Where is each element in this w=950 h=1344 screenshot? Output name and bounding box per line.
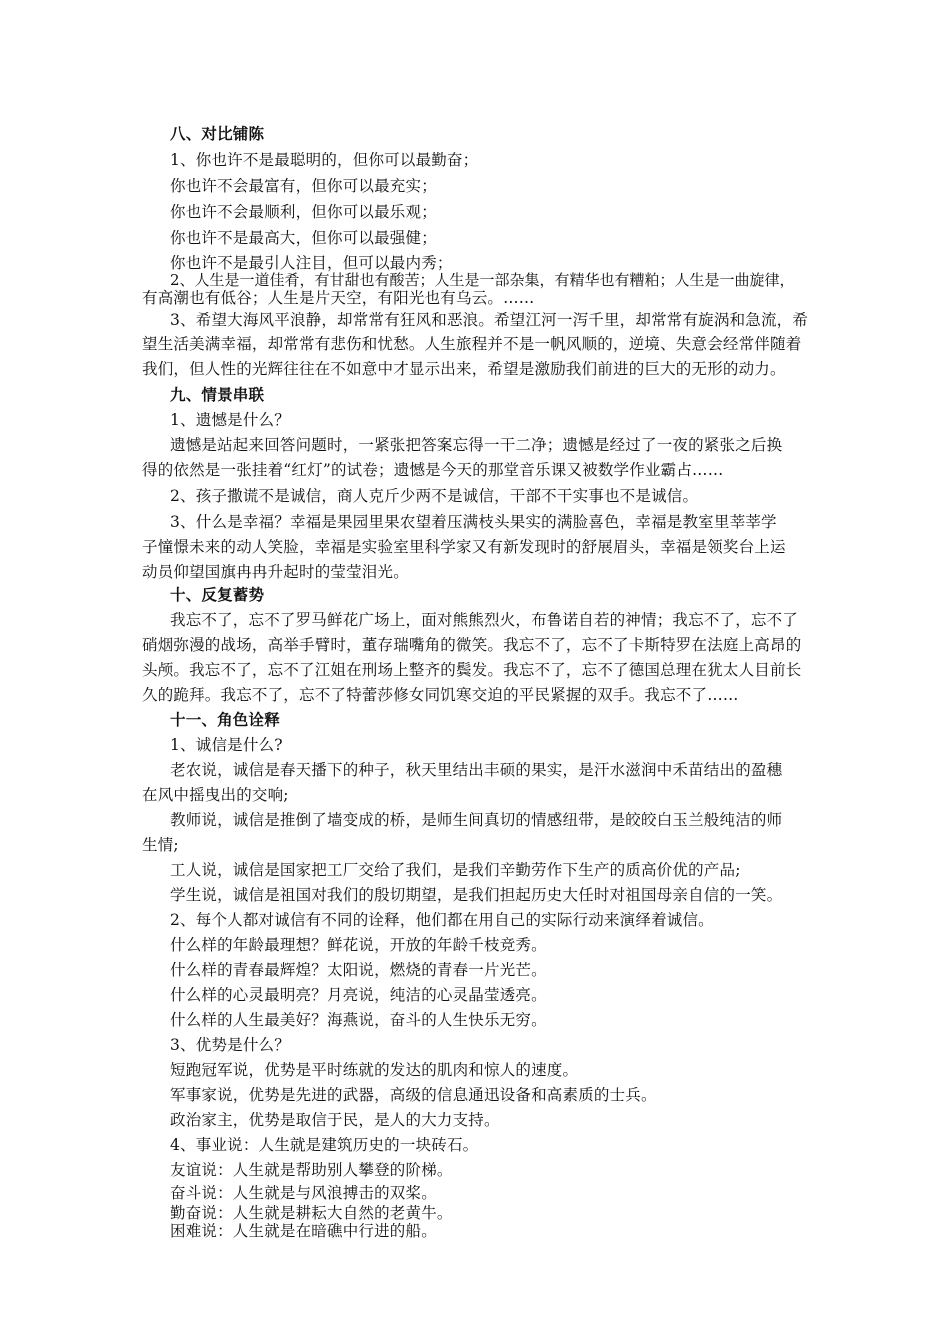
text-line: 子憧憬未来的动人笑脸，幸福是实验室里科学家又有新发现时的舒展眉头，幸福是领奖台上运 xyxy=(142,538,786,556)
text-line: 3、优势是什么？ xyxy=(170,1036,290,1054)
text-line: 我忘不了，忘不了罗马鲜花广场上，面对熊熊烈火，布鲁诺自若的神情；我忘不了，忘不了 xyxy=(170,611,799,629)
text-line: 头颅。我忘不了，忘不了江姐在刑场上整齐的鬓发。我忘不了，忘不了德国总理在犹太人目前长 xyxy=(142,661,802,679)
text-line: 2、孩子撒谎不是诚信，商人克斤少两不是诚信，干部不干实事也不是诚信。 xyxy=(170,487,699,505)
text-line: 你也许不是最引人注目，但可以最内秀； xyxy=(170,254,453,272)
text-line: 遗憾是站起来回答问题时，一紧张把答案忘得一干二净；遗憾是经过了一夜的紧张之后换 xyxy=(170,436,783,454)
text-line: 硝烟弥漫的战场，高举手臂时，董存瑞嘴角的微笑。我忘不了，忘不了卡斯特罗在法庭上高昂的 xyxy=(142,636,802,654)
section-heading-8: 八、对比铺陈 xyxy=(170,124,265,143)
text-line: 工人说，诚信是国家把工厂交给了我们，是我们辛勤劳作下生产的质高价优的产品; xyxy=(170,861,741,879)
text-line: 3、什么是幸福？幸福是果园里果农望着压满枝头果实的满脸喜色，幸福是教室里莘莘学 xyxy=(170,513,777,531)
text-line: 你也许不会最富有，但你可以最充实； xyxy=(170,177,437,195)
text-line: 军事家说，优势是先进的武器，高级的信息通迅设备和高素质的士兵。 xyxy=(170,1086,657,1104)
section-heading-10: 十、反复蓄势 xyxy=(170,585,265,604)
text-line: 3、希望大海风平浪静，却常常有狂风和恶浪。希望江河一泻千里，却常常有旋涡和急流，希 xyxy=(170,311,809,329)
text-line: 老农说，诚信是春天播下的种子，秋天里结出丰硕的果实，是汗水滋润中禾苗结出的盈穗 xyxy=(170,761,783,779)
text-line: 1、遗憾是什么？ xyxy=(170,411,290,429)
text-line: 2、人生是一道佳肴，有甘甜也有酸苦；人生是一部杂集，有精华也有糟粕；人生是一曲旋律， xyxy=(170,271,795,289)
text-line: 在风中摇曳出的交响; xyxy=(142,786,289,804)
text-line: 政治家主，优势是取信于民，是人的大力支持。 xyxy=(170,1111,500,1129)
text-line: 学生说，诚信是祖国对我们的殷切期望，是我们担起历史大任时对祖国母亲自信的一笑。 xyxy=(170,886,783,904)
text-line: 生情; xyxy=(142,836,179,854)
text-line: 奋斗说：人生就是与风浪搏击的双桨。 xyxy=(170,1184,437,1202)
text-line: 什么样的年龄最理想？鲜花说，开放的年龄千枝竞秀。 xyxy=(170,936,547,954)
text-line: 友谊说：人生就是帮助别人攀登的阶梯。 xyxy=(170,1161,453,1179)
text-line: 短跑冠军说，优势是平时练就的发达的肌肉和惊人的速度。 xyxy=(170,1061,579,1079)
section-heading-9: 九、情景串联 xyxy=(170,385,265,404)
text-line: 久的跪拜。我忘不了，忘不了特蕾莎修女同饥寒交迫的平民紧握的双手。我忘不了…… xyxy=(142,686,739,704)
text-line: 得的依然是一张挂着“红灯”的试卷；遗憾是今天的那堂音乐课又被数学作业霸占…… xyxy=(142,461,724,479)
text-line: 什么样的青春最辉煌？太阳说，燃烧的青春一片光芒。 xyxy=(170,961,547,979)
text-line: 什么样的人生最美好？海燕说，奋斗的人生快乐无穷。 xyxy=(170,1011,547,1029)
text-line: 什么样的心灵最明亮？月亮说，纯洁的心灵晶莹透亮。 xyxy=(170,986,547,1004)
text-line: 1、诚信是什么? xyxy=(170,736,283,754)
text-line: 1、你也许不是最聪明的，但你可以最勤奋； xyxy=(170,151,479,169)
section-heading-11: 十一、角色诠释 xyxy=(170,710,280,729)
text-line: 2、每个人都对诚信有不同的诠释，他们都在用自己的实际行动来演绎着诚信。 xyxy=(170,911,714,929)
text-line: 4、事业说：人生就是建筑历史的一块砖石。 xyxy=(170,1136,479,1154)
text-line: 勤奋说：人生就是耕耘大自然的老黄牛。 xyxy=(170,1204,453,1222)
text-line: 困难说：人生就是在暗礁中行进的船。 xyxy=(170,1222,437,1240)
text-line: 你也许不是最高大，但你可以最强健； xyxy=(170,229,437,247)
text-line: 动员仰望国旗冉冉升起时的莹莹泪光。 xyxy=(142,563,409,581)
text-line: 教师说，诚信是推倒了墙变成的桥，是师生间真切的情感纽带，是皎皎白玉兰般纯洁的师 xyxy=(170,811,783,829)
text-line: 望生活美满幸福，却常常有悲伤和忧愁。人生旅程并不是一帆风顺的，逆境、失意会经常伴随着 xyxy=(142,335,802,353)
text-line: 我们，但人性的光辉往往在不如意中才显示出来，希望是激励我们前进的巨大的无形的动力。 xyxy=(142,360,786,378)
text-line: 有高潮也有低谷；人生是片天空，有阳光也有乌云。…… xyxy=(142,289,535,307)
text-line: 你也许不会最顺利，但你可以最乐观； xyxy=(170,203,437,221)
